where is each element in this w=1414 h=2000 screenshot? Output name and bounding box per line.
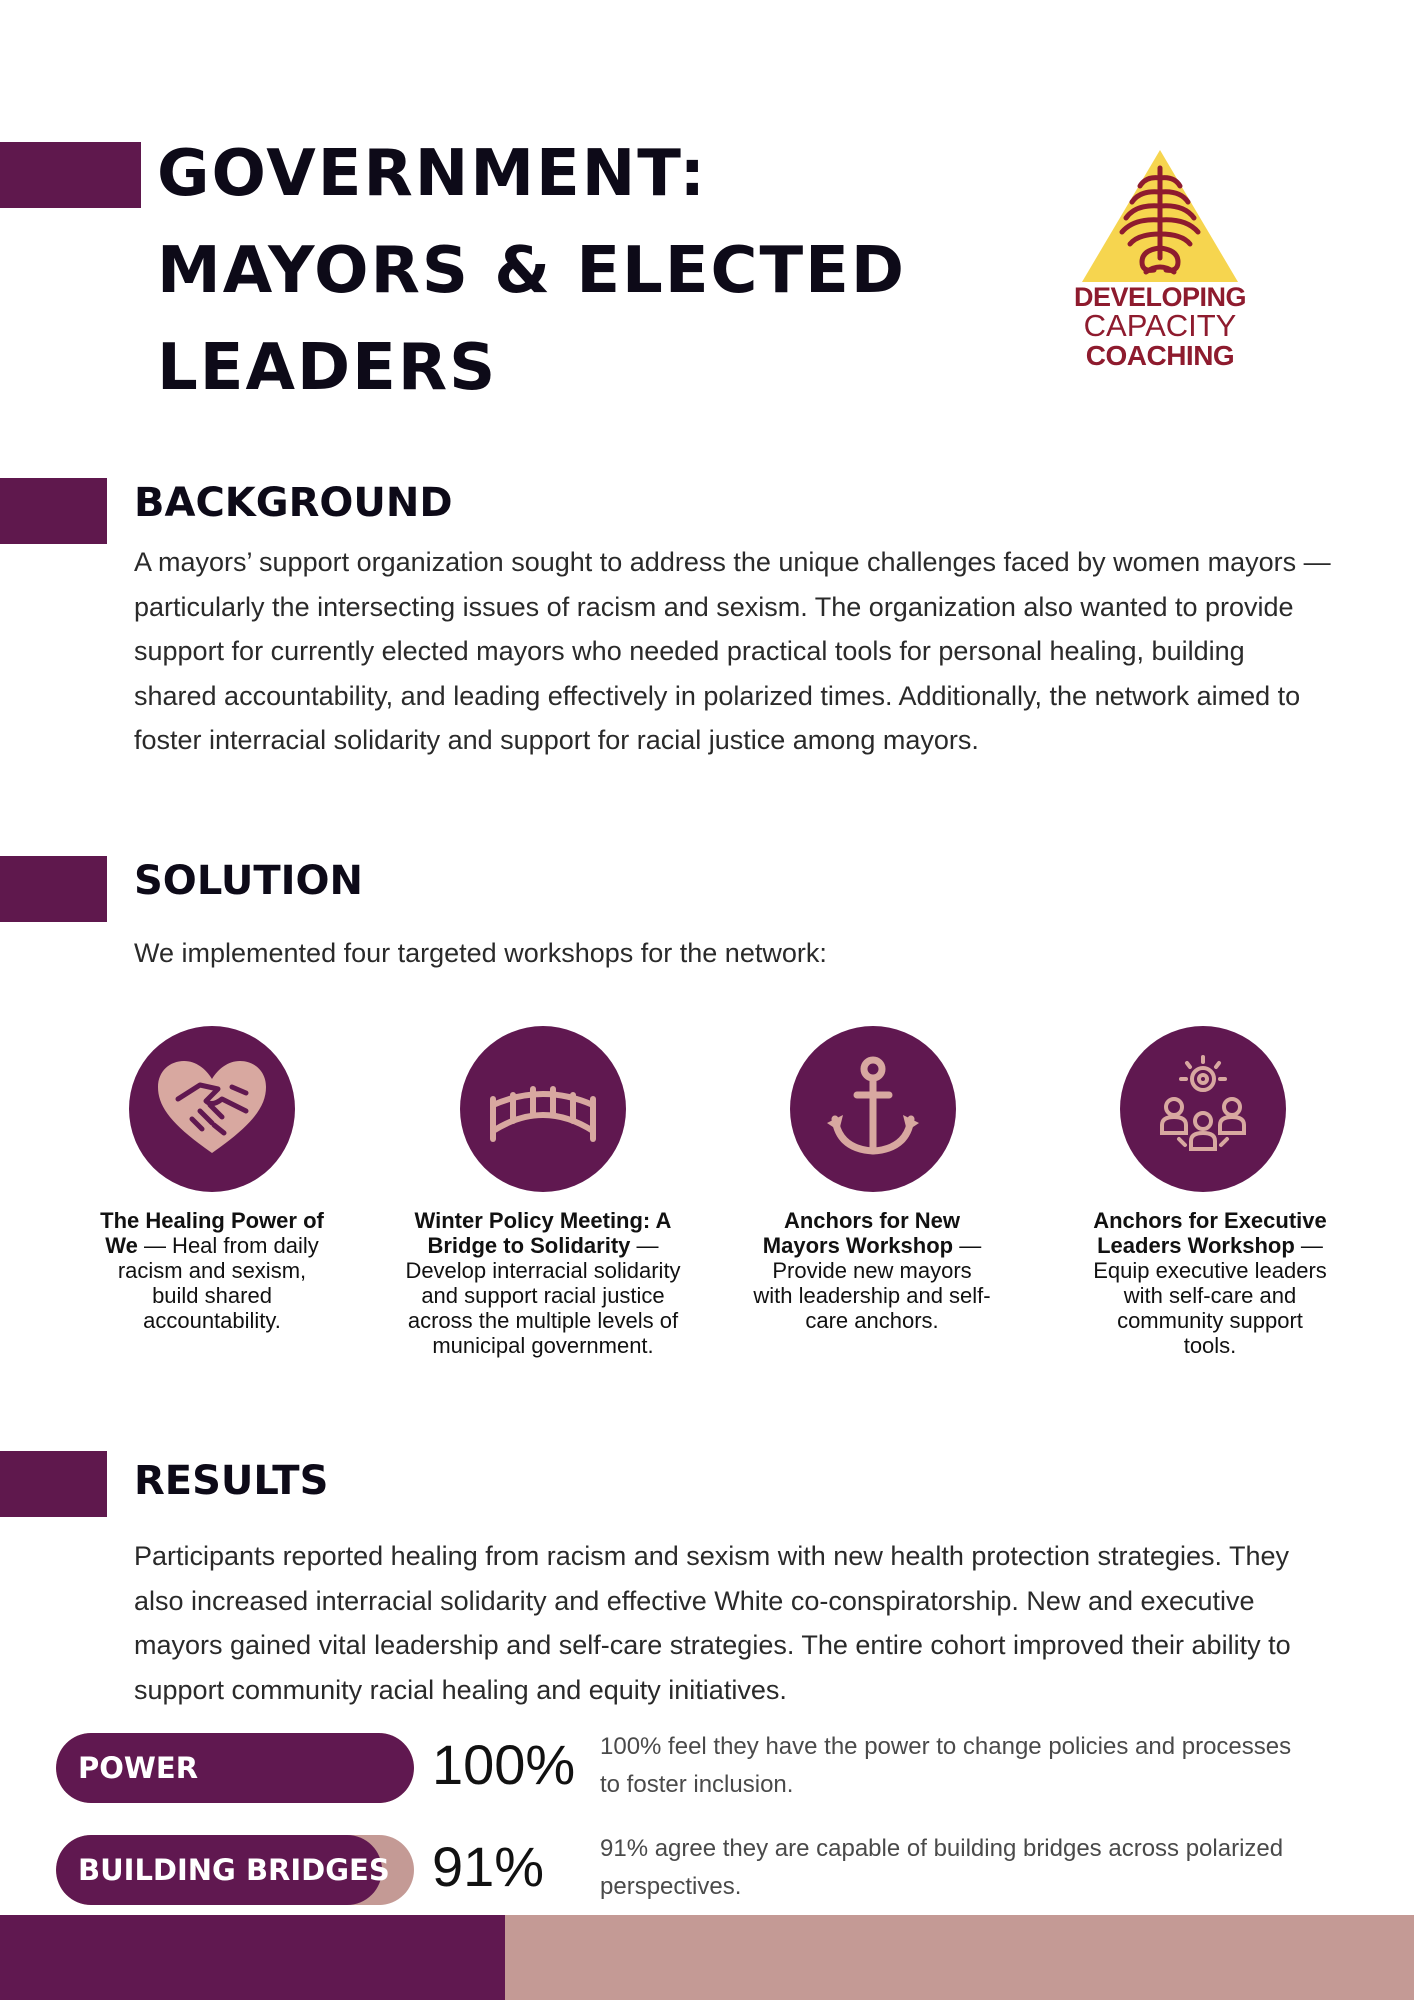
workshop-icon-circle-2 (460, 1026, 626, 1192)
background-heading: BACKGROUND (134, 480, 453, 526)
logo-text-developing: DEVELOPING (1073, 282, 1247, 312)
stat-percent: 91% (432, 1835, 545, 1898)
workshop-icon-circle-1 (129, 1026, 295, 1192)
title-line-3: LEADERS (157, 331, 498, 405)
heart-handshake-icon (152, 1049, 272, 1169)
stat-description: 100% feel they have the power to change policies and processes to foster inclusion. (600, 1733, 1292, 1798)
title-line-1: GOVERNMENT: (157, 137, 708, 211)
stat-label: BUILDING BRIDGES (78, 1853, 390, 1887)
logo-text-coaching: COACHING (1085, 340, 1235, 371)
stat-description: 91% agree they are capable of building bridges across polarized perspectives. (600, 1835, 1284, 1900)
solution-accent-bar (0, 856, 107, 922)
workshop-description: — Develop interracial solidarity and support racial justice across the multiple levels of municipal government. (405, 1233, 681, 1358)
results-text: Participants reported healing from racism and sexism with new health protection strategies. They also increased interracial solidarity and effective White co-conspiratorship. New and executive mayors gained vital leadership and self-care strategies. The entire cohort improved their ability to support community racial healing and equity initiatives. (134, 1541, 1291, 1705)
anchor-icon (813, 1049, 933, 1169)
logo-text-capacity: CAPACITY (1083, 308, 1237, 343)
workshop-description: — Provide new mayors with leadership and self-care anchors. (753, 1233, 991, 1333)
solution-heading: SOLUTION (134, 858, 364, 904)
workshop-caption-1 (96, 1208, 328, 1333)
workshop-icon-circle-3 (790, 1026, 956, 1192)
results-accent-bar (0, 1451, 107, 1517)
workshop-caption-4 (1090, 1208, 1330, 1358)
stat-power-bar (56, 1733, 414, 1803)
background-text: A mayors’ support organization sought to address the unique challenges faced by women mayors — particularly the intersecting issues of racism and sexism. The organization also wanted to provide support for currently elected mayors who needed practical tools for personal healing, building shared accountability, and leading effectively in polarized times. Additionally, the network aimed to foster interracial solidarity and support for racial justice among mayors. (134, 547, 1331, 755)
workshop-title: Winter Policy Meeting: A Bridge to Solidarity (414, 1208, 672, 1258)
workshop-caption-2 (387, 1208, 699, 1358)
logo (1070, 148, 1250, 378)
bridge-icon (483, 1049, 603, 1169)
background-accent-bar (0, 478, 107, 544)
workshop-icon-circle-4 (1120, 1026, 1286, 1192)
workshop-title: Anchors for New Mayors Workshop (762, 1208, 961, 1258)
stat-label: POWER (78, 1751, 199, 1785)
title-accent-bar (0, 142, 141, 208)
footer-band-dark (0, 1915, 505, 2000)
workshop-title: The Healing Power of We (100, 1208, 324, 1258)
team-lightbulb-icon (1143, 1049, 1263, 1169)
workshop-description: — Heal from daily racism and sexism, build shared accountability. (117, 1233, 319, 1333)
workshop-caption-3 (752, 1208, 992, 1333)
workshop-description: — Equip executive leaders with self-care and community support tools. (1093, 1233, 1327, 1358)
workshop-title: Anchors for Executive Leaders Workshop (1093, 1208, 1327, 1258)
stat-building-bridges-bar (56, 1835, 414, 1905)
stat-percent: 100% (432, 1733, 576, 1796)
title-line-2: MAYORS & ELECTED (157, 234, 906, 308)
tree-of-life-triangle-icon (1070, 148, 1250, 288)
footer-band-light (505, 1915, 1414, 2000)
page-title (157, 126, 977, 417)
solution-intro: We implemented four targeted workshops for the network: (134, 938, 827, 968)
results-heading: RESULTS (134, 1458, 329, 1504)
